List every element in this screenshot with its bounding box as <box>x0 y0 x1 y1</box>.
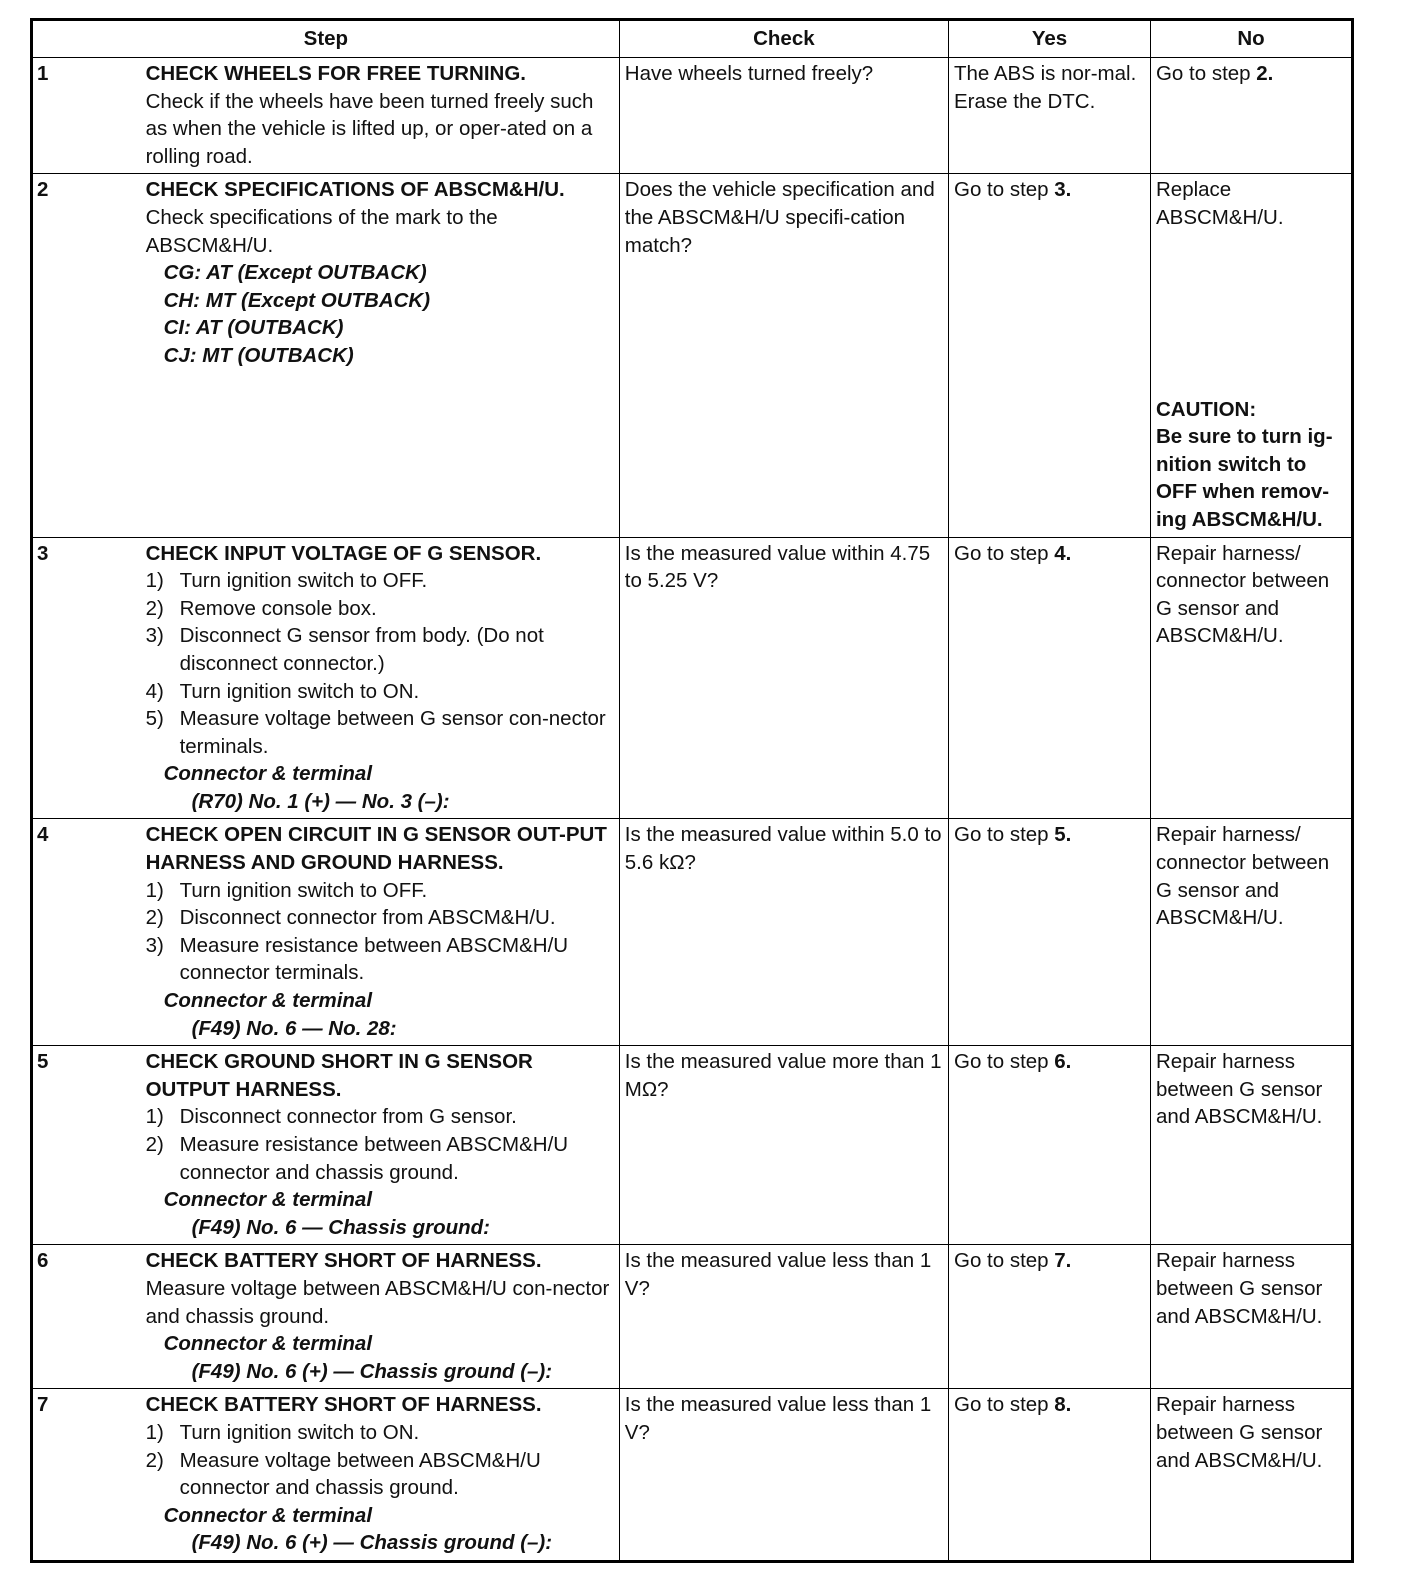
step-number: 7 <box>32 1389 143 1562</box>
step-number: 6 <box>32 1245 143 1389</box>
procedure-item: 2) Disconnect connector from ABSCM&H/U. <box>145 906 556 930</box>
connector-heading: Connector & terminal <box>163 989 373 1013</box>
step-title: CHECK INPUT VOLTAGE OF G SENSOR. <box>145 541 542 565</box>
procedure-list <box>146 567 614 760</box>
connector-heading: Connector & terminal <box>163 1332 373 1356</box>
step-reference: 3. <box>1054 178 1072 202</box>
no-text: Go to step <box>1155 62 1257 85</box>
procedure-item: 1) Turn ignition switch to OFF. <box>145 878 428 902</box>
step-title: CHECK SPECIFICATIONS OF ABSCM&H/U. <box>145 178 565 202</box>
procedure-item: 3) Measure resistance between ABSCM&H/U connector terminals. <box>145 933 569 985</box>
procedure-item: 2) Remove console box. <box>145 596 377 620</box>
step-text: Check if the wheels have been turned freely such as when the vehicle is lifted up, or oper-ated on a rolling road. <box>145 89 594 168</box>
connector-heading: Connector & terminal <box>163 1503 373 1527</box>
check-cell: Is the measured value within 4.75 to 5.25 V? <box>619 537 948 819</box>
step-number: 1 <box>32 58 143 174</box>
table-row <box>32 537 1353 819</box>
spec-line: CI: AT (OUTBACK) <box>163 316 344 340</box>
no-cell: Repair harness between G sensor and ABSCM&H/U. <box>1150 1245 1352 1389</box>
table-row <box>32 1389 1353 1562</box>
procedure-item: 1) Turn ignition switch to ON. <box>145 1420 420 1444</box>
step-title: CHECK BATTERY SHORT OF HARNESS. <box>145 1393 542 1417</box>
connector-terminals: (F49) No. 6 (+) — Chassis ground (–): <box>191 1359 553 1383</box>
step-cell <box>143 174 620 537</box>
spec-line: CG: AT (Except OUTBACK) <box>163 261 427 285</box>
no-cell: Repair harness/ connector between G sensor and ABSCM&H/U. <box>1150 819 1352 1046</box>
table-row <box>32 174 1353 537</box>
procedure-item: 3) Disconnect G sensor from body. (Do not disconnect connector.) <box>145 624 544 675</box>
yes-cell <box>949 537 1151 819</box>
step-number: 5 <box>32 1046 143 1245</box>
yes-text: Go to step <box>954 1249 1055 1273</box>
no-cell: Repair harness/ connector between G sensor and ABSCM&H/U. <box>1150 537 1352 819</box>
spec-line: CH: MT (Except OUTBACK) <box>163 288 431 312</box>
step-title: CHECK BATTERY SHORT OF HARNESS. <box>145 1249 542 1273</box>
connector-terminals: (F49) No. 6 — Chassis ground: <box>191 1215 490 1239</box>
procedure-list <box>146 877 614 987</box>
table-row <box>32 819 1353 1046</box>
header-check: Check <box>619 20 948 58</box>
step-cell <box>143 58 620 174</box>
step-title: CHECK OPEN CIRCUIT IN G SENSOR OUT-PUT HARNESS AND GROUND HARNESS. <box>145 823 607 875</box>
procedure-item: 1) Disconnect connector from G sensor. <box>145 1105 517 1129</box>
check-cell: Is the measured value less than 1 V? <box>619 1245 948 1389</box>
table-row <box>32 1245 1353 1389</box>
step-reference: 4. <box>1054 541 1072 565</box>
yes-text: Go to step <box>954 178 1055 202</box>
step-cell <box>143 1389 620 1562</box>
connector-heading: Connector & terminal <box>163 1188 373 1212</box>
table-row <box>32 1046 1353 1245</box>
yes-cell <box>949 1046 1151 1245</box>
procedure-item: 5) Measure voltage between G sensor con-nector terminals. <box>145 707 606 758</box>
procedure-list <box>146 1419 614 1502</box>
procedure-item: 2) Measure voltage between ABSCM&H/U connector and chassis ground. <box>145 1448 541 1500</box>
spec-line: CJ: MT (OUTBACK) <box>163 343 354 367</box>
step-reference: 2. <box>1256 62 1274 85</box>
yes-text: Go to step <box>954 541 1055 565</box>
step-reference: 8. <box>1054 1393 1072 1417</box>
connector-terminals: (F49) No. 6 (+) — Chassis ground (–): <box>191 1531 553 1555</box>
yes-cell <box>949 174 1151 537</box>
step-cell <box>143 1046 620 1245</box>
step-title: CHECK WHEELS FOR FREE TURNING. <box>145 62 526 85</box>
header-no: No <box>1150 20 1352 58</box>
yes-cell <box>949 819 1151 1046</box>
step-text: Measure voltage between ABSCM&H/U con-nector and chassis ground. <box>145 1276 610 1328</box>
step-reference: 5. <box>1054 823 1072 847</box>
table-header-row <box>32 20 1353 58</box>
no-text: Replace ABSCM&H/U. <box>1155 178 1284 229</box>
procedure-item: 1) Turn ignition switch to OFF. <box>145 569 428 593</box>
check-cell: Have wheels turned freely? <box>619 58 948 174</box>
check-cell: Does the vehicle specification and the ABSCM&H/U specifi-cation match? <box>619 174 948 537</box>
yes-text: Go to step <box>954 1393 1055 1417</box>
connector-terminals: (R70) No. 1 (+) — No. 3 (–): <box>191 789 450 813</box>
step-reference: 7. <box>1054 1249 1072 1273</box>
yes-cell <box>949 1389 1151 1562</box>
step-text: Check specifications of the mark to the ABSCM&H/U. <box>145 205 498 257</box>
step-number: 3 <box>32 537 143 819</box>
step-title: CHECK GROUND SHORT IN G SENSOR OUTPUT HARNESS. <box>145 1050 533 1101</box>
check-cell: Is the measured value more than 1 MΩ? <box>619 1046 948 1245</box>
step-cell <box>143 1245 620 1389</box>
yes-text: Go to step <box>954 823 1055 847</box>
step-number: 4 <box>32 819 143 1046</box>
yes-text: Go to step <box>954 1050 1055 1074</box>
diagnostic-table <box>30 18 1354 1563</box>
table-row <box>32 58 1353 174</box>
step-cell <box>143 537 620 819</box>
connector-heading: Connector & terminal <box>163 762 373 786</box>
step-number: 2 <box>32 174 143 537</box>
procedure-item: 4) Turn ignition switch to ON. <box>145 679 420 703</box>
procedure-item: 2) Measure resistance between ABSCM&H/U connector and chassis ground. <box>145 1133 569 1184</box>
step-reference: 6. <box>1054 1050 1072 1074</box>
caution-text: Be sure to turn ig-nition switch to OFF when remov-ing ABSCM&H/U. <box>1155 425 1333 531</box>
connector-terminals: (F49) No. 6 — No. 28: <box>191 1016 397 1040</box>
caution-heading: CAUTION: <box>1155 397 1257 421</box>
yes-cell <box>949 1245 1151 1389</box>
procedure-list <box>146 1103 614 1186</box>
yes-cell: The ABS is nor-mal. Erase the DTC. <box>949 58 1151 174</box>
no-cell: Repair harness between G sensor and ABSCM&H/U. <box>1150 1046 1352 1245</box>
check-cell: Is the measured value less than 1 V? <box>619 1389 948 1562</box>
no-cell <box>1150 174 1352 537</box>
no-cell: Repair harness between G sensor and ABSCM&H/U. <box>1150 1389 1352 1562</box>
no-cell <box>1150 58 1352 174</box>
check-cell: Is the measured value within 5.0 to 5.6 kΩ? <box>619 819 948 1046</box>
header-yes: Yes <box>949 20 1151 58</box>
header-step: Step <box>32 20 620 58</box>
step-cell <box>143 819 620 1046</box>
